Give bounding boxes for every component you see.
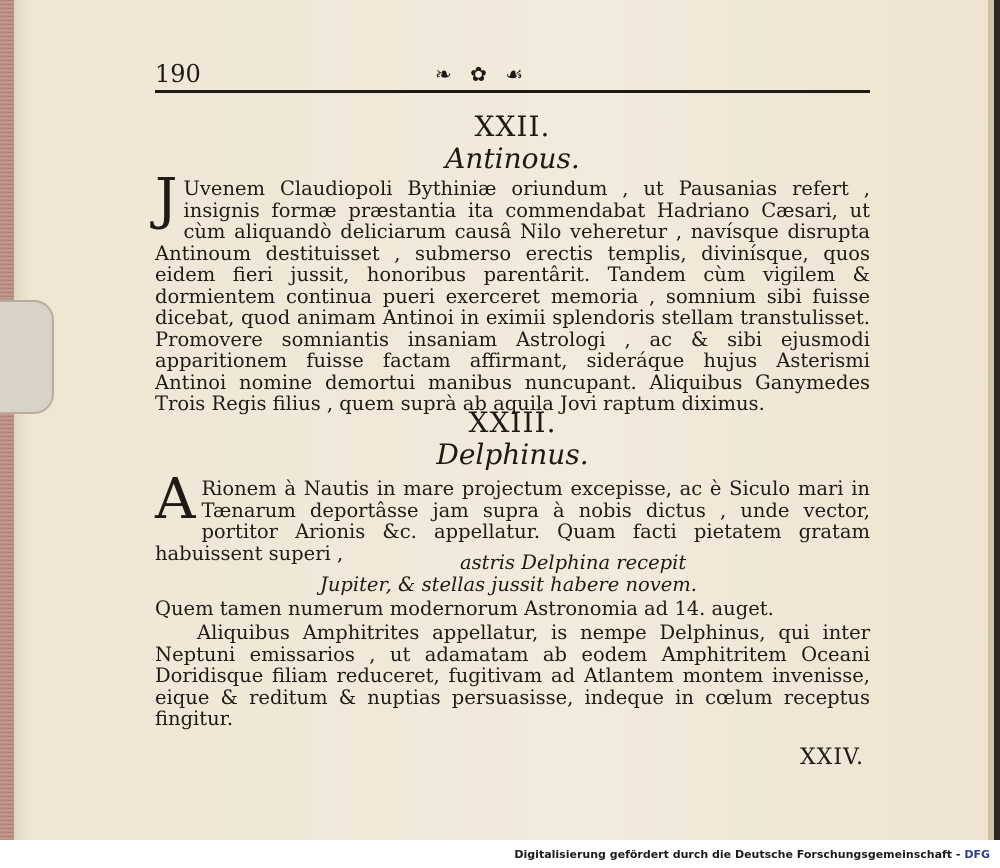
dfg-logo: DFG: [964, 848, 990, 861]
verse-quote: [155, 552, 870, 595]
footer-bar: [0, 840, 1000, 868]
page-clip: [0, 300, 54, 414]
section-paragraph: Quem tamen numerum modernorum Astronomia ad 14. auget.: [155, 597, 774, 620]
header-rule: [155, 90, 870, 93]
header-ornament-icon: ❧ ✿ ☙: [435, 62, 530, 86]
footer-credit: [514, 848, 990, 861]
section-title: Antinous.: [445, 142, 580, 175]
section-numeral: XXII.: [474, 110, 551, 143]
verse-line: Jupiter, & stellas jussit habere novem.: [320, 572, 697, 596]
footer-credit-text: Digitalisierung gefördert durch die Deutsche Forschungsgemeinschaft -: [514, 848, 961, 861]
drop-cap: A: [155, 467, 196, 532]
page-header: [155, 60, 870, 100]
page-number: 190: [155, 60, 201, 88]
section-numeral: XXIII.: [468, 406, 557, 439]
paragraph-text: Uvenem Claudiopoli Bythiniæ oriundum , ut Pausanias refert , insignis formæ præstantia ita commendabat Hadriano Cæsari, ut cùm aliquandò deliciarum causâ Nilo veheretur , navísque disrupta Antinoum destituisset , submerso erectis templis, divinísque, quos eidem fieri jussit, honoribus parentârit. Tandem cùm vigilem & dormientem continua pueri exerceret memoria , somnium sibi fuisse dicebat, quod animam Antinoi in eximii splendoris stellam transtulisset. Promovere somniantis insaniam Astrologi , ac & sibi ejusmodi apparitionem fuisse factam affirmant, sideráque hujus Asterismi Antinoi nomine demortui manibus nuncupant. Aliquibus Ganymedes Trois Regis filius , quem suprà ab aquila Jovi raptum diximus.: [155, 177, 870, 415]
section-paragraph: [155, 167, 870, 415]
drop-cap: J: [155, 167, 178, 232]
catchword: XXIV.: [800, 745, 865, 770]
paragraph-text: Rionem à Nautis in mare projectum excepisse, ac è Siculo mari in Tænarum deportâsse jam supra à nobis dictus , unde vector, portitor Arionis &c. appellatur. Quam facti pietatem gratam habuissent superi ,: [155, 477, 870, 565]
section-paragraph: Aliquibus Amphitrites appellatur, is nempe Delphinus, qui inter Neptuni emissarios , ut adamatam ab eodem Amphitritem Oceani Doridisque filiam reduceret, fugitivam ad Atlantem montem invenisse, eique & reditum & nuptias persuasisse, indeque in cœlum receptus fingitur.: [155, 621, 870, 730]
section-title: Delphinus.: [436, 438, 589, 471]
verse-line: astris Delphina recepit: [460, 551, 687, 574]
page-edge: [0, 0, 14, 840]
